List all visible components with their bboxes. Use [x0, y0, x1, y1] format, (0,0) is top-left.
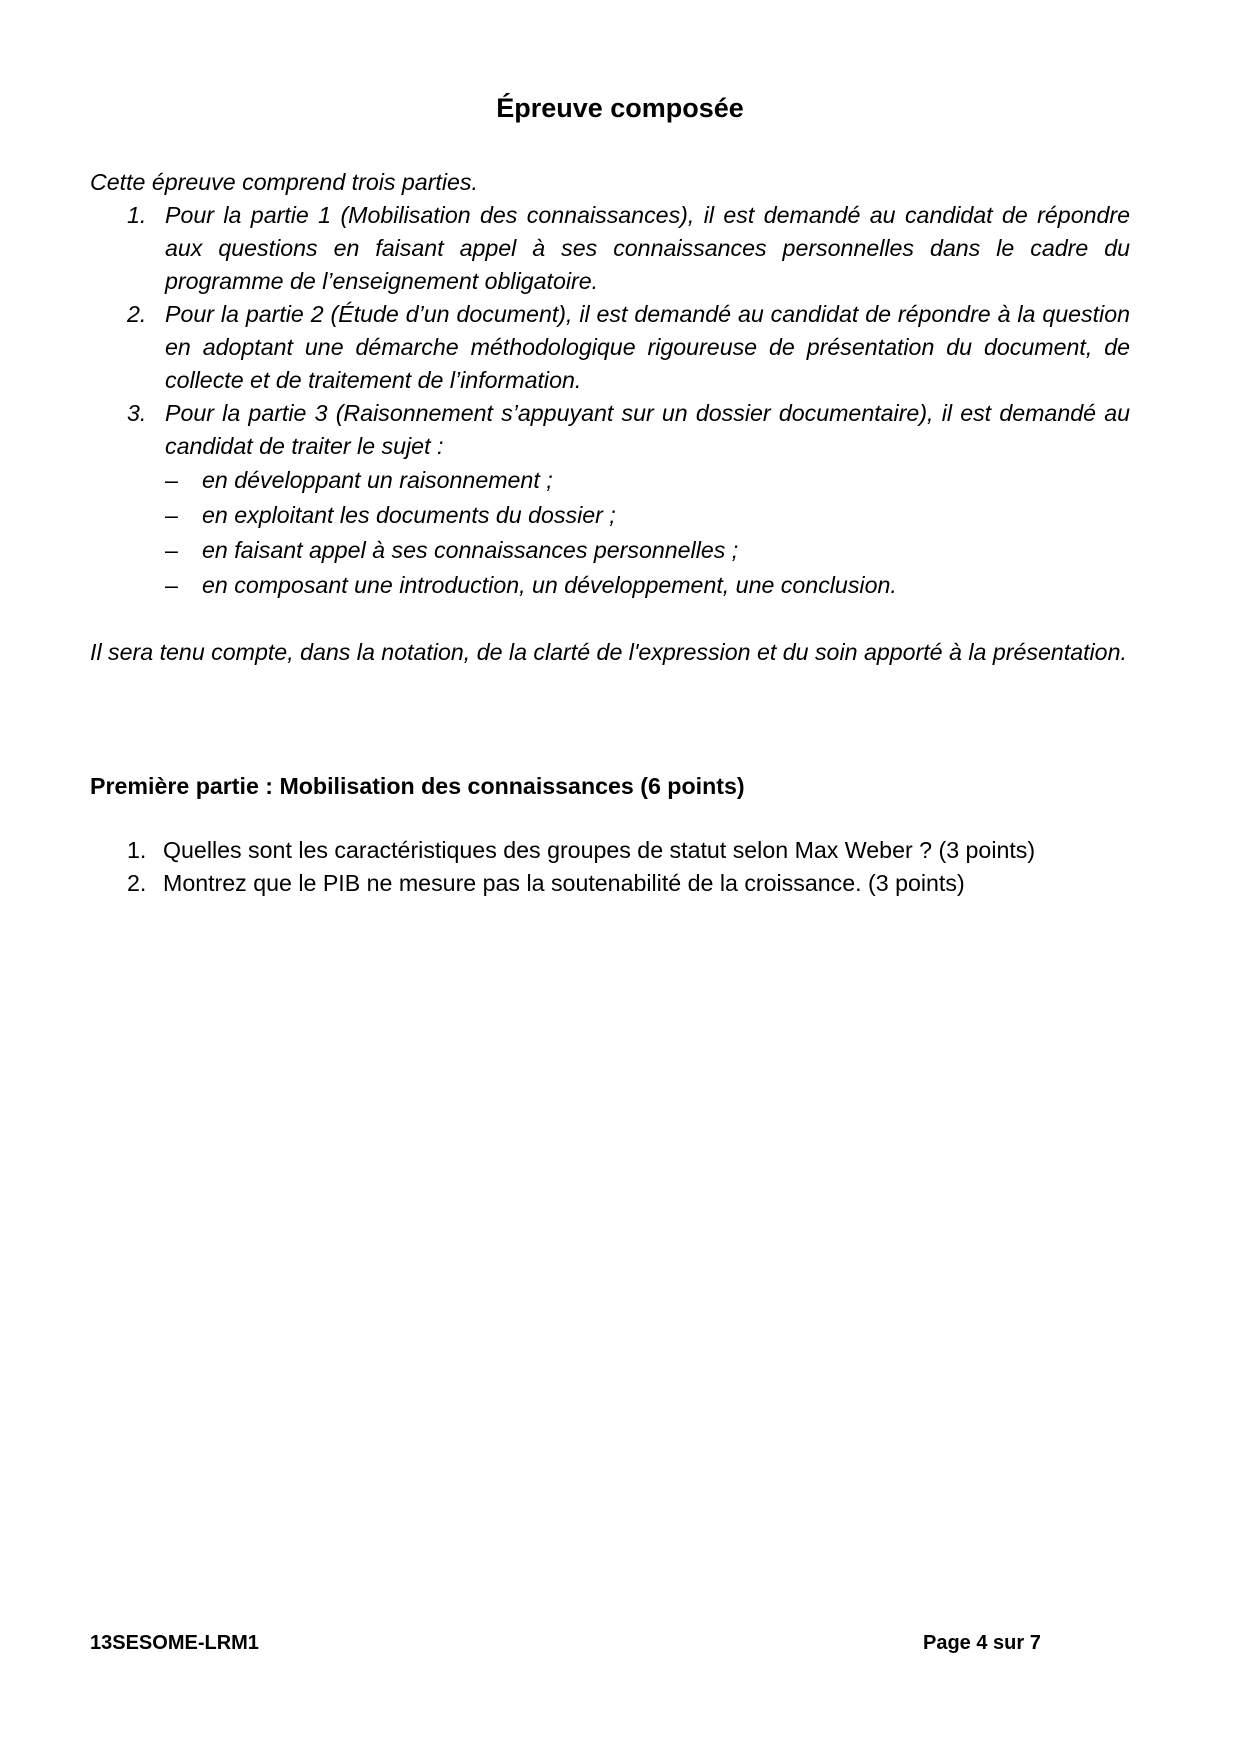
dash-bullet: –	[165, 537, 178, 563]
questions-list	[90, 834, 1130, 900]
dash-bullet: –	[165, 572, 178, 598]
method-item	[90, 533, 1130, 568]
method-item	[90, 498, 1130, 533]
method-text: en exploitant les documents du dossier ;	[202, 502, 616, 528]
parts-list	[90, 199, 1130, 603]
method-list	[165, 463, 1130, 603]
method-text: en composant une introduction, un développement, une conclusion.	[202, 572, 897, 598]
footer-document-code: 13SESOME-LRM1	[90, 1632, 259, 1654]
method-text: en faisant appel à ses connaissances personnelles ;	[202, 537, 739, 563]
dash-bullet: –	[165, 467, 178, 493]
question-text: Montrez que le PIB ne mesure pas la soutenabilité de la croissance. (3 points)	[163, 870, 965, 896]
footer-page-number: Page 4 sur 7	[923, 1632, 1041, 1654]
instructions-block	[90, 166, 1130, 603]
question-number: 2.	[127, 870, 147, 896]
part-text: Pour la partie 3 (Raisonnement s’appuyant sur un dossier documentaire), il est demandé au candidat de traiter le sujet :	[165, 400, 1130, 459]
notation-note: Il sera tenu compte, dans la notation, de la clarté de l'expression et du soin apporté à la présentation.	[90, 639, 1127, 665]
part-item	[90, 397, 1130, 603]
dash-bullet: –	[165, 502, 178, 528]
page-title: Épreuve composée	[496, 93, 744, 123]
part-text: Pour la partie 1 (Mobilisation des connaissances), il est demandé au candidat de répondre aux questions en faisant appel à ses connaissances personnelles dans le cadre du programme de l’enseignement obligatoire.	[165, 202, 1130, 294]
method-item	[90, 568, 1130, 603]
part-number: 1.	[127, 202, 147, 228]
part-text: Pour la partie 2 (Étude d’un document), il est demandé au candidat de répondre à la question en adoptant une démarche méthodologique rigoureuse de présentation du document, de collecte et de traitement de l’information.	[165, 301, 1130, 393]
question-item	[90, 834, 1130, 867]
question-text: Quelles sont les caractéristiques des groupes de statut selon Max Weber ? (3 points)	[163, 837, 1036, 863]
part-number: 3.	[127, 400, 147, 426]
method-text: en développant un raisonnement ;	[202, 467, 553, 493]
part1-heading: Première partie : Mobilisation des connaissances (6 points)	[90, 773, 745, 799]
question-item	[90, 867, 1130, 900]
method-item	[90, 463, 1130, 498]
question-number: 1.	[127, 837, 147, 863]
part-item	[90, 199, 1130, 298]
part-item	[90, 298, 1130, 397]
part-number: 2.	[127, 301, 147, 327]
instructions-lead: Cette épreuve comprend trois parties.	[90, 169, 478, 195]
